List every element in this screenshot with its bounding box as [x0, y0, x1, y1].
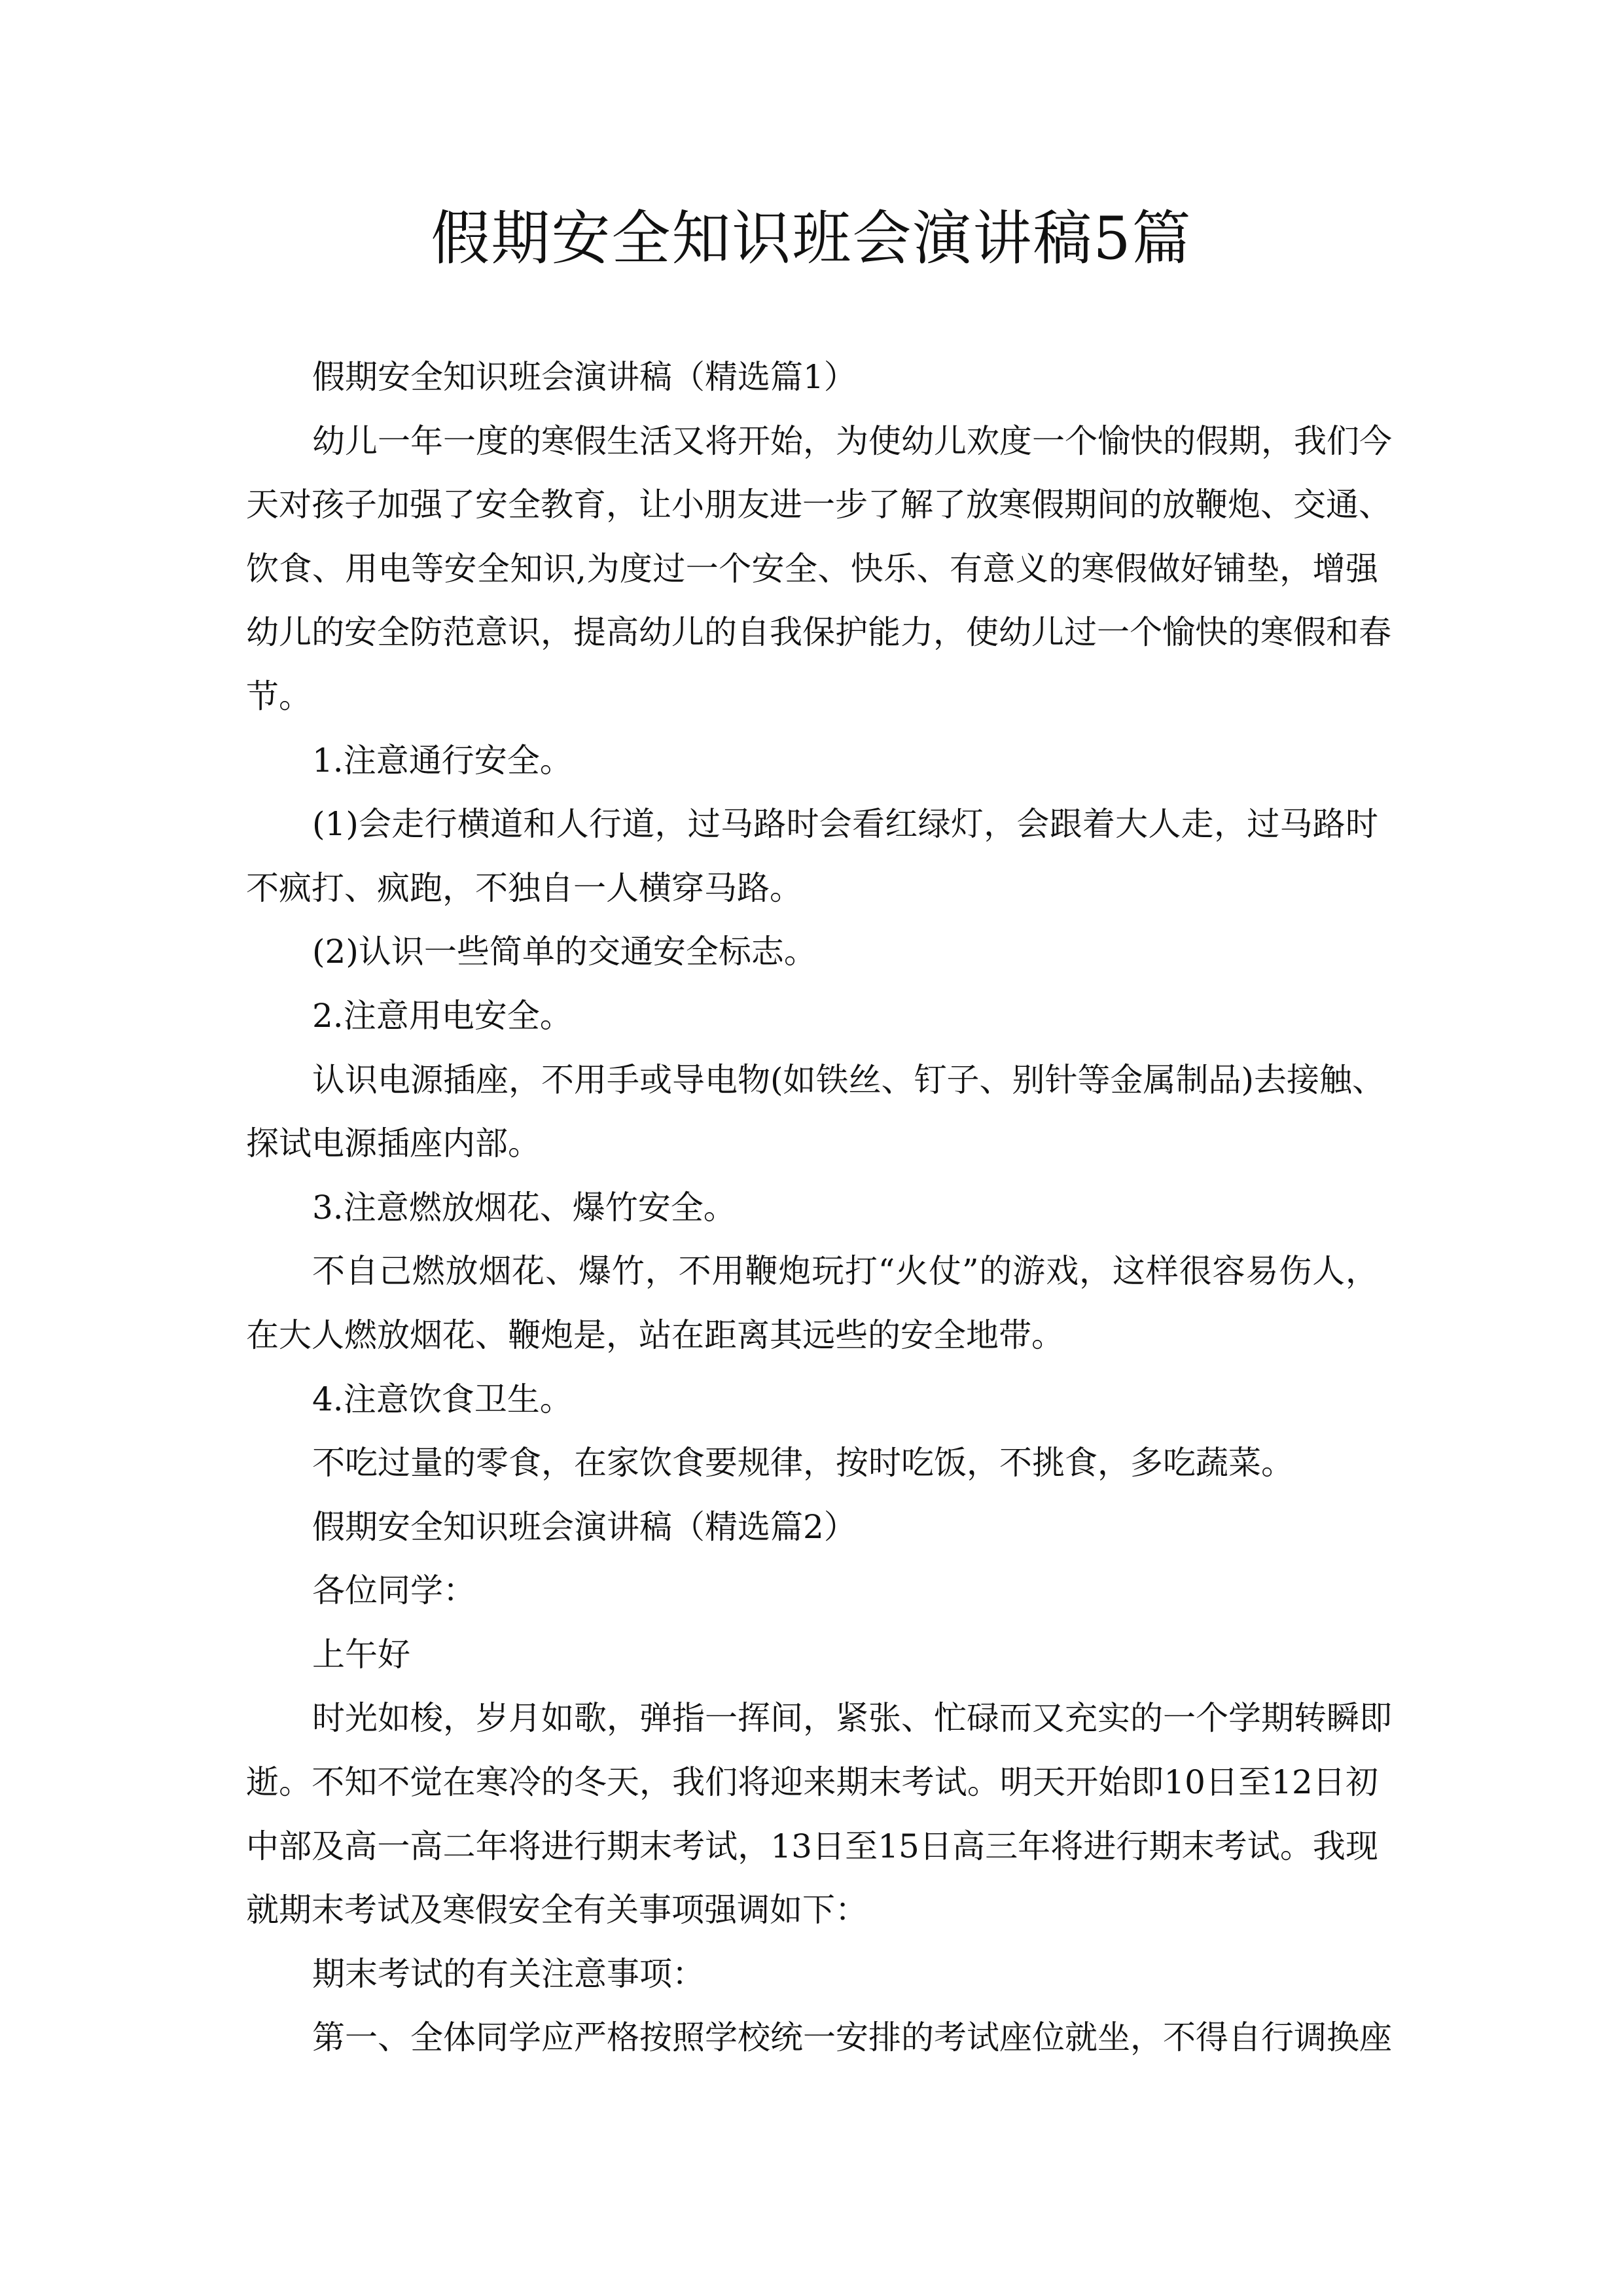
paragraph-line: 节。 [246, 677, 312, 715]
paragraph-line: (1)会走行横道和人行道，过马路时会看红绿灯，会跟着大人走，过马路时 [312, 805, 1378, 844]
paragraph-line: 逝。不知不觉在寒冷的冬天，我们将迎来期末考试。明天开始即10日至12日初 [246, 1763, 1378, 1802]
paragraph-line: 假期安全知识班会演讲稿（精选篇2） [312, 1507, 857, 1546]
paragraph-line: 饮食、用电等安全知识,为度过一个安全、快乐、有意义的寒假做好铺垫，增强 [246, 549, 1378, 588]
paragraph-line: 上午好 [312, 1635, 410, 1674]
paragraph-line: (2)认识一些简单的交通安全标志。 [312, 933, 817, 971]
paragraph-line: 不疯打、疯跑，不独自一人横穿马路。 [246, 869, 802, 907]
document-title: 假期安全知识班会演讲稿5篇 [431, 204, 1192, 273]
paragraph-line: 幼儿一年一度的寒假生活又将开始，为使幼儿欢度一个愉快的假期，我们今 [312, 422, 1392, 460]
paragraph-line: 时光如梭，岁月如歌，弹指一挥间，紧张、忙碌而又充实的一个学期转瞬即 [312, 1699, 1392, 1738]
paragraph-line: 假期安全知识班会演讲稿（精选篇1） [312, 358, 857, 396]
paragraph-line: 各位同学： [312, 1571, 476, 1610]
paragraph-line: 幼儿的安全防范意识，提高幼儿的自我保护能力，使幼儿过一个愉快的寒假和春 [246, 613, 1391, 652]
paragraph-line: 天对孩子加强了安全教育，让小朋友进一步了解了放寒假期间的放鞭炮、交通、 [246, 486, 1391, 524]
paragraph-line: 4.注意饮食卫生。 [312, 1380, 573, 1418]
document-body [246, 346, 1392, 2070]
paragraph-line: 中部及高一高二年将进行期末考试，13日至15日高三年将进行期末考试。我现 [246, 1827, 1378, 1865]
paragraph-line: 就期末考试及寒假安全有关事项强调如下： [246, 1891, 868, 1929]
paragraph-line: 不自己燃放烟花、爆竹，不用鞭炮玩打“火仗”的游戏，这样很容易伤人， [312, 1252, 1378, 1291]
paragraph-line: 2.注意用电安全。 [312, 996, 573, 1035]
paragraph-line: 3.注意燃放烟花、爆竹安全。 [312, 1188, 736, 1227]
paragraph-line: 1.注意通行安全。 [312, 741, 573, 780]
paragraph-line: 第一、全体同学应严格按照学校统一安排的考试座位就坐，不得自行调换座 [312, 2018, 1392, 2057]
paragraph-line: 探试电源插座内部。 [246, 1124, 541, 1163]
paragraph-line: 期末考试的有关注意事项： [312, 1954, 705, 1993]
paragraph-line: 在大人燃放烟花、鞭炮是，站在距离其远些的安全地带。 [246, 1316, 1064, 1354]
paragraph-line: 不吃过量的零食，在家饮食要规律，按时吃饭，不挑食，多吃蔬菜。 [312, 1444, 1294, 1482]
paragraph-line: 认识电源插座，不用手或导电物(如铁丝、钉子、别针等金属制品)去接触、 [312, 1060, 1385, 1099]
